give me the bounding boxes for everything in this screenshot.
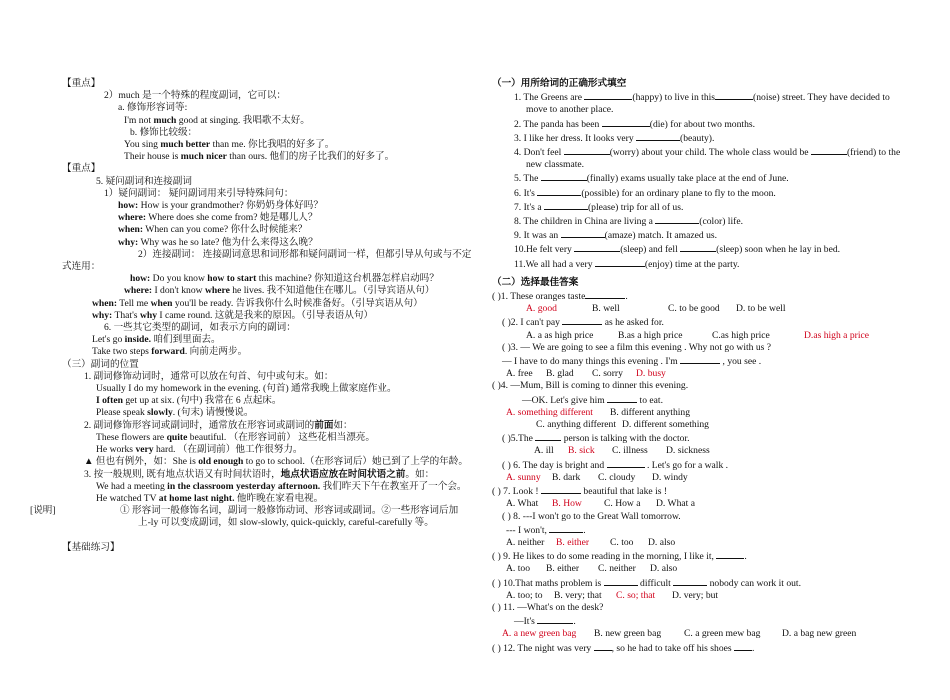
example-line — [62, 493, 474, 505]
option-a-answer[interactable]: A. a new green bag — [502, 628, 577, 640]
text: When can you come? 你什么时候能来？ — [143, 224, 308, 236]
text: (enjoy) time at the party. — [644, 258, 740, 270]
text: , so he had to take off his shoes — [611, 642, 732, 654]
option-d[interactable]: D. sickness — [666, 445, 710, 457]
option-b[interactable]: B. either — [546, 563, 580, 575]
text: Where does she come from? 她是哪儿人？ — [146, 212, 318, 224]
example-line — [62, 115, 474, 127]
text: 10.He felt very — [514, 244, 575, 256]
text: (worry) about your child. The whole class would be — [609, 147, 811, 159]
text: . — [752, 642, 755, 654]
text: (please) trip for all of us. — [587, 201, 684, 213]
example-line — [62, 273, 474, 285]
section-heading-adverb-position: （三）副词的位置 — [62, 358, 139, 370]
question-line — [492, 354, 902, 368]
answer-blank[interactable] — [607, 458, 645, 468]
text: difficult — [637, 577, 671, 589]
note-text: ① 形容词一般修饰名词，副词一般修饰动词、形容词或副词。②一些形容词后加上-ly 可以变成副词，如 slow-slowly, quick-quickly, careful-carefully 等。 — [120, 505, 459, 529]
text: nobody can work it out. — [707, 577, 801, 589]
example-line — [62, 200, 474, 212]
section-title-multiple-choice: （二）选择最佳答案 — [492, 276, 579, 288]
bold-text: at home last night. — [158, 492, 235, 504]
answer-blank[interactable] — [680, 354, 720, 364]
text: . — [583, 524, 586, 536]
text: —It's — [514, 616, 535, 628]
text: , you see . — [720, 356, 762, 368]
option-d[interactable]: D. also — [650, 563, 678, 575]
right-column — [492, 78, 902, 655]
answer-blank[interactable] — [604, 576, 638, 586]
text: (beauty). — [680, 132, 715, 144]
text: he lives. 我不知道他住在哪儿。（引导宾语从句） — [229, 285, 435, 297]
option-b[interactable]: B. well — [592, 303, 620, 315]
text: . Let's go for a walk . — [644, 459, 729, 471]
option-b[interactable]: B. new green bag — [594, 628, 662, 640]
text: ( )2. I can't pay — [502, 317, 560, 329]
option-a[interactable]: A. neither — [506, 536, 545, 548]
fill-item — [492, 171, 902, 185]
bold-text: very — [135, 444, 154, 456]
option-a-answer[interactable]: A. sunny — [506, 471, 541, 483]
answer-blank[interactable] — [549, 523, 583, 533]
option-b[interactable]: B. dark — [552, 471, 581, 483]
option-c-answer[interactable]: C. so; that — [616, 589, 656, 601]
option-c[interactable]: C. too — [610, 536, 634, 548]
question-stem: ( ) 11. —What's on the desk? — [492, 601, 604, 613]
bold-text: why — [139, 309, 157, 321]
text: Their house is — [124, 151, 181, 163]
text: 5. The — [514, 173, 541, 185]
text: to eat. — [637, 394, 663, 406]
text: . — [573, 616, 576, 628]
question-stem — [492, 289, 902, 303]
option-a[interactable]: A. too; to — [506, 589, 543, 601]
text: ( )5.The — [502, 433, 533, 445]
text-line: b. 修饰比较级： — [130, 126, 198, 138]
option-d[interactable]: D. also — [648, 536, 676, 548]
question-stem — [492, 641, 902, 655]
text: 3. I like her dress. It looks very — [514, 132, 637, 144]
text-line — [62, 90, 474, 102]
bold-text: forward — [151, 346, 185, 358]
text: to go to school.（在形容词后）她已到了上学的年龄。 — [243, 456, 468, 468]
example-line — [62, 334, 474, 346]
option-a-answer[interactable]: A. good — [526, 303, 557, 315]
example-line — [62, 298, 474, 310]
options-row — [492, 563, 902, 575]
example-line — [62, 310, 474, 322]
question-stem — [492, 458, 902, 472]
answer-blank[interactable] — [594, 641, 612, 651]
text: 9. It was an — [514, 230, 561, 242]
text: (noise) street. They have decided to move to another place. — [526, 92, 890, 116]
options-row — [492, 628, 902, 640]
text: Why was he so late? 他为什么来得这么晚？ — [138, 236, 318, 248]
question-stem: ( )3. — We are going to see a film this evening . Why not go with us ? — [502, 341, 772, 353]
bold-text: how to start — [207, 273, 257, 285]
option-d[interactable]: D. very; but — [672, 589, 719, 601]
option-a[interactable]: A. too — [506, 563, 530, 575]
example-line — [62, 224, 474, 236]
bold-text: in the classroom yesterday afternoon. — [167, 480, 321, 492]
option-c[interactable]: C. How a — [604, 498, 641, 510]
text: Please speak — [96, 407, 148, 419]
text: 7. It's a — [514, 201, 544, 213]
bold-text: when: — [92, 297, 118, 309]
text: ( )1. These oranges taste — [492, 291, 586, 303]
question-line — [492, 614, 902, 628]
text-line — [62, 469, 474, 481]
section-heading-key-points-2: 【重点】 — [62, 163, 101, 175]
bold-text: 地点状语应放在时间状语之前 — [280, 468, 406, 480]
text: . — [625, 291, 628, 303]
option-b-answer[interactable]: B. How — [552, 498, 582, 510]
option-a[interactable]: A. a as high price — [526, 329, 594, 341]
text-line: 1）疑问副词： 疑问副词用来引导特殊问句： — [104, 187, 294, 199]
option-b-answer[interactable]: B. sick — [568, 445, 595, 457]
text: You sing — [124, 139, 161, 151]
option-a[interactable]: A. ill — [534, 445, 554, 457]
question-line — [492, 393, 902, 407]
option-d[interactable]: D. a bag new green — [782, 628, 857, 640]
text: He watched TV — [96, 492, 159, 504]
fill-item — [492, 117, 902, 131]
example-line — [62, 237, 474, 249]
options-row — [492, 407, 902, 419]
text: 3. 按一般规则, 既有地点状语又有时间状语时， — [84, 468, 281, 480]
text: as he asked for. — [602, 317, 664, 329]
question-stem: ( ) 8. ---I won't go to the Great Wall tomorrow. — [502, 510, 681, 522]
text: 咱们到里面去。 — [151, 334, 221, 346]
fill-item — [492, 131, 902, 145]
bold-text: where: — [118, 212, 147, 224]
fill-item — [492, 145, 902, 171]
example-line — [62, 407, 474, 419]
option-b[interactable]: B. glad — [546, 368, 574, 380]
answer-blank[interactable] — [655, 214, 699, 224]
options-row — [492, 445, 902, 457]
text: . — [744, 551, 747, 563]
example-line — [62, 151, 474, 163]
bold-text: when — [150, 297, 173, 309]
answer-blank[interactable] — [541, 171, 587, 181]
text: (finally) exams usually take place at the end of June. — [586, 173, 789, 185]
text: ( ) 7. Look ! — [492, 486, 539, 498]
text: He works — [96, 444, 136, 456]
answer-blank[interactable] — [544, 200, 588, 210]
text: 如： — [333, 419, 353, 431]
option-b[interactable]: B.as a high price — [618, 329, 683, 341]
text: 我们昨天下午在教室开了一个会。 — [320, 480, 467, 492]
example-paragraph — [62, 456, 474, 468]
options-row — [492, 590, 902, 602]
text: (sleep) and fell — [620, 244, 681, 256]
question-stem — [492, 431, 902, 445]
section-heading-key-points-1: 【重点】 — [62, 78, 101, 89]
option-d[interactable]: D. to be well — [736, 303, 786, 315]
bold-text: 前面 — [314, 419, 334, 431]
text: you'll be ready. 告诉我你什么时候准备好。（引导宾语从句） — [172, 297, 423, 309]
text: Do you know — [150, 273, 208, 285]
option-b[interactable]: B. very; that — [554, 589, 602, 601]
answer-blank[interactable] — [636, 131, 680, 141]
text: 他昨晚在家看电视。 — [234, 492, 324, 504]
bold-text: slowly — [147, 407, 173, 419]
left-column — [30, 78, 474, 554]
question-stem — [492, 576, 902, 590]
text: than ours. 他们的房子比我们的好多了。 — [226, 151, 395, 163]
example-line — [62, 139, 474, 151]
option-b[interactable]: B. different anything — [610, 406, 691, 418]
text: How is your grandmother? 你奶奶身体好吗？ — [138, 200, 323, 212]
text: 2. The panda has been — [514, 118, 602, 130]
example-line — [62, 346, 474, 358]
text: this machine? 你知道这台机器怎样启动吗？ — [256, 273, 439, 285]
answer-blank[interactable] — [584, 90, 632, 100]
text: ▲ 但也有例外，如：She is — [84, 456, 199, 468]
text: (friend) to the new classmate. — [526, 147, 901, 171]
example-line: Usually I do my homework in the evening. (句首) 通常我晚上做家庭作业。 — [96, 383, 397, 395]
bold-text: how: — [118, 200, 139, 212]
answer-blank[interactable] — [607, 393, 637, 403]
answer-blank[interactable] — [537, 186, 581, 196]
text: (color) life. — [699, 216, 743, 228]
answer-blank[interactable] — [673, 576, 707, 586]
text: I came round. 这就是我来的原因。（引导表语从句） — [157, 309, 374, 321]
text: (possible) for an ordinary plane to fly to the moon. — [581, 187, 776, 199]
question-line — [492, 523, 902, 537]
answer-blank[interactable] — [535, 431, 561, 441]
option-d[interactable]: D. windy — [652, 471, 688, 483]
option-a[interactable]: A. What — [506, 498, 539, 510]
question-stem: ( )4. —Mum, Bill is coming to dinner this evening. — [492, 380, 689, 392]
answer-blank[interactable] — [715, 90, 753, 100]
text: That's — [112, 309, 140, 321]
example-line — [62, 444, 474, 456]
option-d-answer[interactable]: D.as high a price — [804, 329, 870, 341]
option-c[interactable]: C.as high price — [712, 329, 770, 341]
text: (sleep) soon when he lay in bed. — [716, 244, 841, 256]
text-paragraph: 2）连接副词： 连接副词意思和词形都和疑问副词一样，但都引导从句或与不定式连用： — [62, 248, 472, 273]
text: ( ) 12. The night was very — [492, 642, 592, 654]
spacer — [62, 530, 474, 542]
text: ( ) 10.That maths problem is — [492, 577, 602, 589]
fill-item — [492, 228, 902, 242]
text: We had a meeting — [96, 480, 168, 492]
bold-text: quite — [166, 431, 188, 443]
bold-text: where — [204, 285, 230, 297]
bold-text: where: — [124, 285, 153, 297]
answer-blank[interactable] — [734, 641, 752, 651]
fill-item — [492, 257, 902, 271]
note-label: [说明] — [30, 505, 56, 517]
options-row — [492, 303, 902, 315]
answer-blank[interactable] — [562, 315, 602, 325]
text: person is talking with the doctor. — [561, 433, 690, 445]
text: 4. Don't feel — [514, 147, 564, 159]
bold-text: why: — [118, 236, 139, 248]
text: than me. 你比我唱的好多了。 — [210, 139, 335, 151]
option-d[interactable]: D. What a — [656, 498, 695, 510]
bold-text: old enough — [198, 456, 244, 468]
option-c[interactable]: C. sorry — [592, 368, 623, 380]
answer-blank[interactable] — [680, 242, 716, 252]
options-row — [492, 498, 902, 510]
example-paragraph — [62, 481, 474, 493]
option-c[interactable]: C. neither — [598, 563, 636, 575]
text: --- I won't, — [506, 524, 547, 536]
text: 6. It's — [514, 187, 538, 199]
text: get up at six. (句中) 我常在 6 点起床。 — [122, 395, 282, 407]
question-stem — [492, 484, 902, 498]
option-b-answer[interactable]: B. either — [556, 536, 590, 548]
option-c[interactable]: C. to be good — [668, 303, 720, 315]
text: 。如： — [405, 468, 435, 480]
options-row — [492, 330, 902, 342]
text: . (句末) 请慢慢说。 — [172, 407, 254, 419]
note-paragraph — [30, 505, 474, 529]
text: These flowers are — [96, 431, 167, 443]
question-stem — [492, 549, 902, 563]
fill-item — [492, 200, 902, 214]
text: 2）much 是一个特殊的程度副词，它可以： — [104, 90, 287, 102]
option-c[interactable]: C. a green mew bag — [684, 628, 761, 640]
text: 11.We all had a very — [514, 258, 595, 270]
answer-blank[interactable] — [595, 257, 645, 267]
example-line — [62, 432, 474, 444]
text: Take two steps — [92, 346, 152, 358]
option-c[interactable]: C. cloudy — [598, 471, 636, 483]
bold-text: I often — [96, 395, 123, 407]
section-heading-basic-practice: 【基础练习】 — [62, 541, 120, 553]
option-c[interactable]: C. anything different — [536, 419, 617, 431]
text-line: a. 修饰形容词等: — [118, 102, 188, 114]
fill-item — [492, 90, 902, 116]
text: —OK. Let's give him — [522, 394, 605, 406]
text: 8. The children in China are living a — [514, 216, 656, 228]
example-line — [62, 395, 474, 407]
text: good at singing. 我唱歌不太好。 — [176, 114, 310, 126]
options-row — [492, 472, 902, 484]
text: beautiful. （在形容词前） 这些花相当漂亮。 — [187, 431, 375, 443]
bold-text: when: — [118, 224, 144, 236]
text: . 向前走两步。 — [184, 346, 248, 358]
bold-text: much nicer — [180, 151, 227, 163]
text: beautiful that lake is ! — [581, 486, 668, 498]
answer-blank[interactable] — [811, 145, 847, 155]
text: Tell me — [117, 297, 151, 309]
fill-item — [492, 214, 902, 228]
text-line: 5. 疑问副词和连接副词 — [96, 175, 192, 187]
answer-blank[interactable] — [574, 242, 620, 252]
question-stem — [492, 315, 902, 329]
options-row — [492, 537, 902, 549]
text: ( ) 9. He likes to do some reading in the morning, I like it, — [492, 551, 714, 563]
fill-item — [492, 186, 902, 200]
section-title-fill-in: （一）用所给词的正确形式填空 — [492, 78, 627, 89]
option-a-answer[interactable]: A. something different — [506, 406, 593, 418]
text: Let's go — [92, 334, 125, 346]
text: 1. The Greens are — [514, 92, 585, 104]
options-row — [492, 368, 902, 380]
example-line — [62, 285, 474, 297]
bold-text: why: — [92, 309, 113, 321]
answer-blank[interactable] — [537, 614, 573, 624]
text: (amaze) match. It amazed us. — [604, 230, 718, 242]
bold-text: much — [153, 114, 177, 126]
bold-text: much better — [160, 139, 211, 151]
text: — I have to do many things this evening . I'm — [502, 356, 678, 368]
answer-blank[interactable] — [602, 117, 650, 127]
text: I don't know — [152, 285, 205, 297]
text-line — [62, 420, 474, 432]
text: 2. 副词修饰形容词或副词时，通常放在形容词或副词的 — [84, 419, 315, 431]
text: I'm not — [124, 114, 154, 126]
options-row — [492, 419, 902, 431]
text-line: 6. 一些其它类型的副词，如表示方向的副词： — [104, 322, 296, 334]
text: (die) for about two months. — [649, 118, 755, 130]
answer-blank[interactable] — [561, 228, 605, 238]
text: ( ) 6. The day is bright and — [502, 459, 605, 471]
option-d[interactable]: D. different something — [622, 419, 709, 431]
answer-blank[interactable] — [585, 289, 625, 299]
text: hard. （在副词前）他工作很努力。 — [153, 444, 303, 456]
answer-blank[interactable] — [564, 145, 610, 155]
example-line — [62, 212, 474, 224]
bold-text: inside. — [124, 334, 152, 346]
bold-text: how: — [130, 273, 151, 285]
answer-blank[interactable] — [541, 484, 581, 494]
text: (happy) to live in this — [632, 92, 716, 104]
answer-blank[interactable] — [716, 549, 744, 559]
fill-item — [492, 242, 902, 256]
text-line: 1. 副词修饰动词时，通常可以放在句首、句中或句末。如： — [84, 370, 334, 382]
option-c[interactable]: C. illness — [612, 445, 648, 457]
option-d-answer[interactable]: D. busy — [636, 368, 666, 380]
option-a[interactable]: A. free — [506, 368, 533, 380]
